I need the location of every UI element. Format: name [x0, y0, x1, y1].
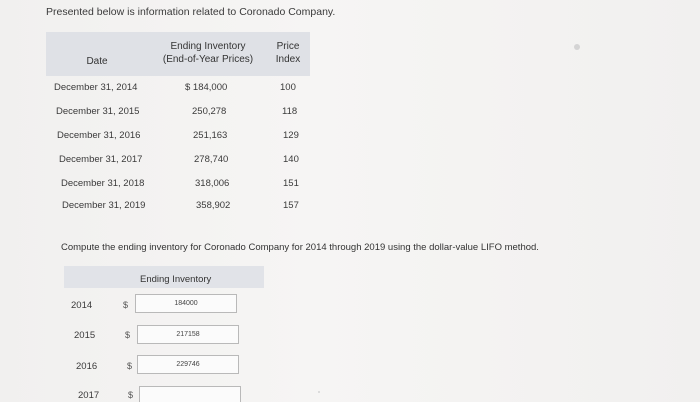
answer-year: 2014 — [71, 300, 93, 311]
currency-symbol: $ — [125, 330, 131, 340]
answer-year: 2017 — [78, 390, 100, 401]
decorative-dot — [318, 391, 320, 393]
row-price-index: 118 — [282, 106, 298, 117]
row-inventory: 251,163 — [193, 130, 228, 141]
row-price-index: 100 — [280, 82, 296, 93]
column-header-inventory-line1: Ending Inventory — [170, 41, 246, 52]
ending-inventory-2015-input[interactable] — [137, 325, 239, 344]
row-price-index: 157 — [283, 200, 299, 211]
ending-inventory-2017-input[interactable] — [139, 386, 241, 402]
column-header-inventory-line2: (End-of-Year Prices) — [162, 54, 254, 65]
row-date: December 31, 2018 — [61, 178, 145, 189]
column-header-index-line1: Price — [276, 41, 300, 52]
answer-column-header: Ending Inventory — [140, 274, 212, 285]
intro-text: Presented below is information related to Coronado Company. — [46, 6, 336, 18]
answer-year: 2015 — [74, 330, 96, 341]
row-price-index: 151 — [283, 178, 299, 189]
row-date: December 31, 2017 — [59, 154, 143, 165]
row-inventory: 250,278 — [192, 106, 227, 117]
row-inventory: 318,006 — [195, 178, 230, 189]
row-inventory: 358,902 — [196, 200, 231, 211]
answer-year: 2016 — [76, 361, 98, 372]
row-date: December 31, 2014 — [54, 82, 138, 93]
row-price-index: 129 — [283, 130, 299, 141]
column-header-price-index — [266, 40, 310, 66]
currency-symbol: $ — [127, 361, 133, 371]
currency-symbol: $ — [123, 300, 129, 310]
column-header-date: Date — [86, 56, 108, 67]
row-price-index: 140 — [283, 154, 299, 165]
ending-inventory-2014-input[interactable] — [135, 294, 237, 313]
column-header-inventory — [158, 40, 258, 66]
decorative-dot — [574, 44, 580, 50]
column-header-index-line2: Index — [275, 54, 301, 65]
row-date: December 31, 2015 — [56, 106, 140, 117]
row-date: December 31, 2016 — [57, 130, 141, 141]
row-date: December 31, 2019 — [62, 200, 146, 211]
question-text: Compute the ending inventory for Coronado Company for 2014 through 2019 using the dollar-value LIFO method. — [61, 242, 539, 253]
row-inventory: $ 184,000 — [185, 82, 228, 93]
ending-inventory-2016-input[interactable] — [137, 355, 239, 374]
row-inventory: 278,740 — [194, 154, 229, 165]
currency-symbol: $ — [128, 390, 134, 400]
